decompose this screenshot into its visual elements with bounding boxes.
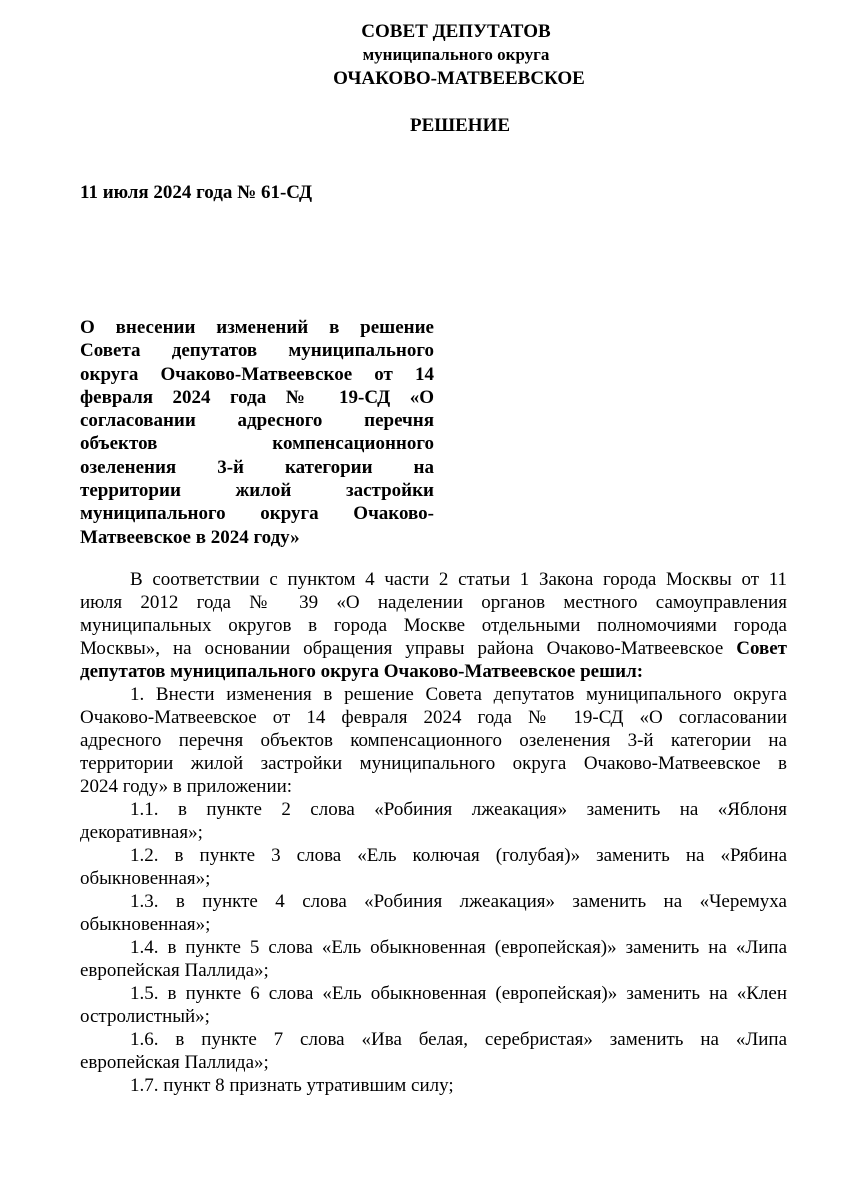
subitem-1-6-cont: европейская Паллида»; xyxy=(80,1052,269,1073)
subitem-1-2-cont: обыкновенная»; xyxy=(80,868,211,889)
item-1-line: адресного перечня объектов компенсационного озеленения 3-й категории на xyxy=(80,730,787,751)
decision-date-number: 11 июля 2024 года № 61-СД xyxy=(80,182,313,203)
subject-line: озеленения 3-й категории на xyxy=(80,456,434,478)
subject-line: территории жилой застройки xyxy=(80,480,434,502)
subitem-1-4: 1.4. в пункте 5 слова «Ель обыкновенная (европейская)» заменить на «Липа xyxy=(130,937,787,958)
subject-line: Совета депутатов муниципального xyxy=(80,340,434,362)
item-1-line: 2024 году» в приложении: xyxy=(80,776,293,797)
document-title: РЕШЕНИЕ xyxy=(409,115,511,136)
subitem-1-1: 1.1. в пункте 2 слова «Робиния лжеакация» заменить на «Яблоня xyxy=(130,799,787,820)
decision-body xyxy=(80,568,787,1097)
preamble-line-resolution: депутатов муниципального округа Очаково-Матвеевское решил: xyxy=(80,661,644,682)
subject-line: О внесении изменений в решение xyxy=(80,317,434,338)
decision-subject xyxy=(80,316,434,549)
subject-line: Матвеевское в 2024 году» xyxy=(80,526,300,548)
subitem-1-4-cont: европейская Паллида»; xyxy=(80,960,269,981)
preamble-line xyxy=(80,637,787,660)
district-name: ОЧАКОВО-МАТВЕЕВСКОЕ xyxy=(333,68,585,89)
item-1-line: 1. Внести изменения в решение Совета депутатов муниципального округа xyxy=(130,684,787,705)
preamble-bold-tail: Совет xyxy=(736,638,788,659)
subitem-1-6: 1.6. в пункте 7 слова «Ива белая, серебристая» заменить на «Липа xyxy=(130,1029,787,1050)
subitem-1-7: 1.7. пункт 8 признать утратившим силу; xyxy=(130,1075,454,1096)
preamble-line: муниципальных округов в города Москве отдельными полномочиями города xyxy=(80,615,787,636)
preamble-line-text: Москвы», на основании обращения управы района Очаково-Матвеевское xyxy=(80,638,724,659)
subitem-1-3-cont: обыкновенная»; xyxy=(80,914,211,935)
subject-line: муниципального округа Очаково- xyxy=(80,503,434,525)
preamble-line: В соответствии с пунктом 4 части 2 статьи 1 Закона города Москвы от 11 xyxy=(130,569,787,590)
subitem-1-1-cont: декоративная»; xyxy=(80,822,203,843)
subject-line: объектов компенсационного xyxy=(80,433,434,455)
council-name: СОВЕТ ДЕПУТАТОВ xyxy=(361,21,551,42)
item-1-line: территории жилой застройки муниципального округа Очаково-Матвеевское в xyxy=(80,753,787,774)
subject-line: округа Очаково-Матвеевское от 14 xyxy=(80,363,434,385)
subject-line: согласовании адресного перечня xyxy=(80,410,434,432)
council-subtitle: муниципального округа xyxy=(362,45,550,64)
subitem-1-5-cont: остролистный»; xyxy=(80,1006,210,1027)
subitem-1-5: 1.5. в пункте 6 слова «Ель обыкновенная (европейская)» заменить на «Клен xyxy=(130,983,787,1004)
subitem-1-3: 1.3. в пункте 4 слова «Робиния лжеакация» заменить на «Черемуха xyxy=(130,891,787,912)
preamble-line: июля 2012 года № 39 «О наделении органов местного самоуправления xyxy=(80,592,787,613)
subitem-1-2: 1.2. в пункте 3 слова «Ель колючая (голубая)» заменить на «Рябина xyxy=(130,845,787,866)
item-1-line: Очаково-Матвеевское от 14 февраля 2024 года № 19-СД «О согласовании xyxy=(80,707,787,728)
subject-line: февраля 2024 года № 19-СД «О xyxy=(80,386,434,408)
